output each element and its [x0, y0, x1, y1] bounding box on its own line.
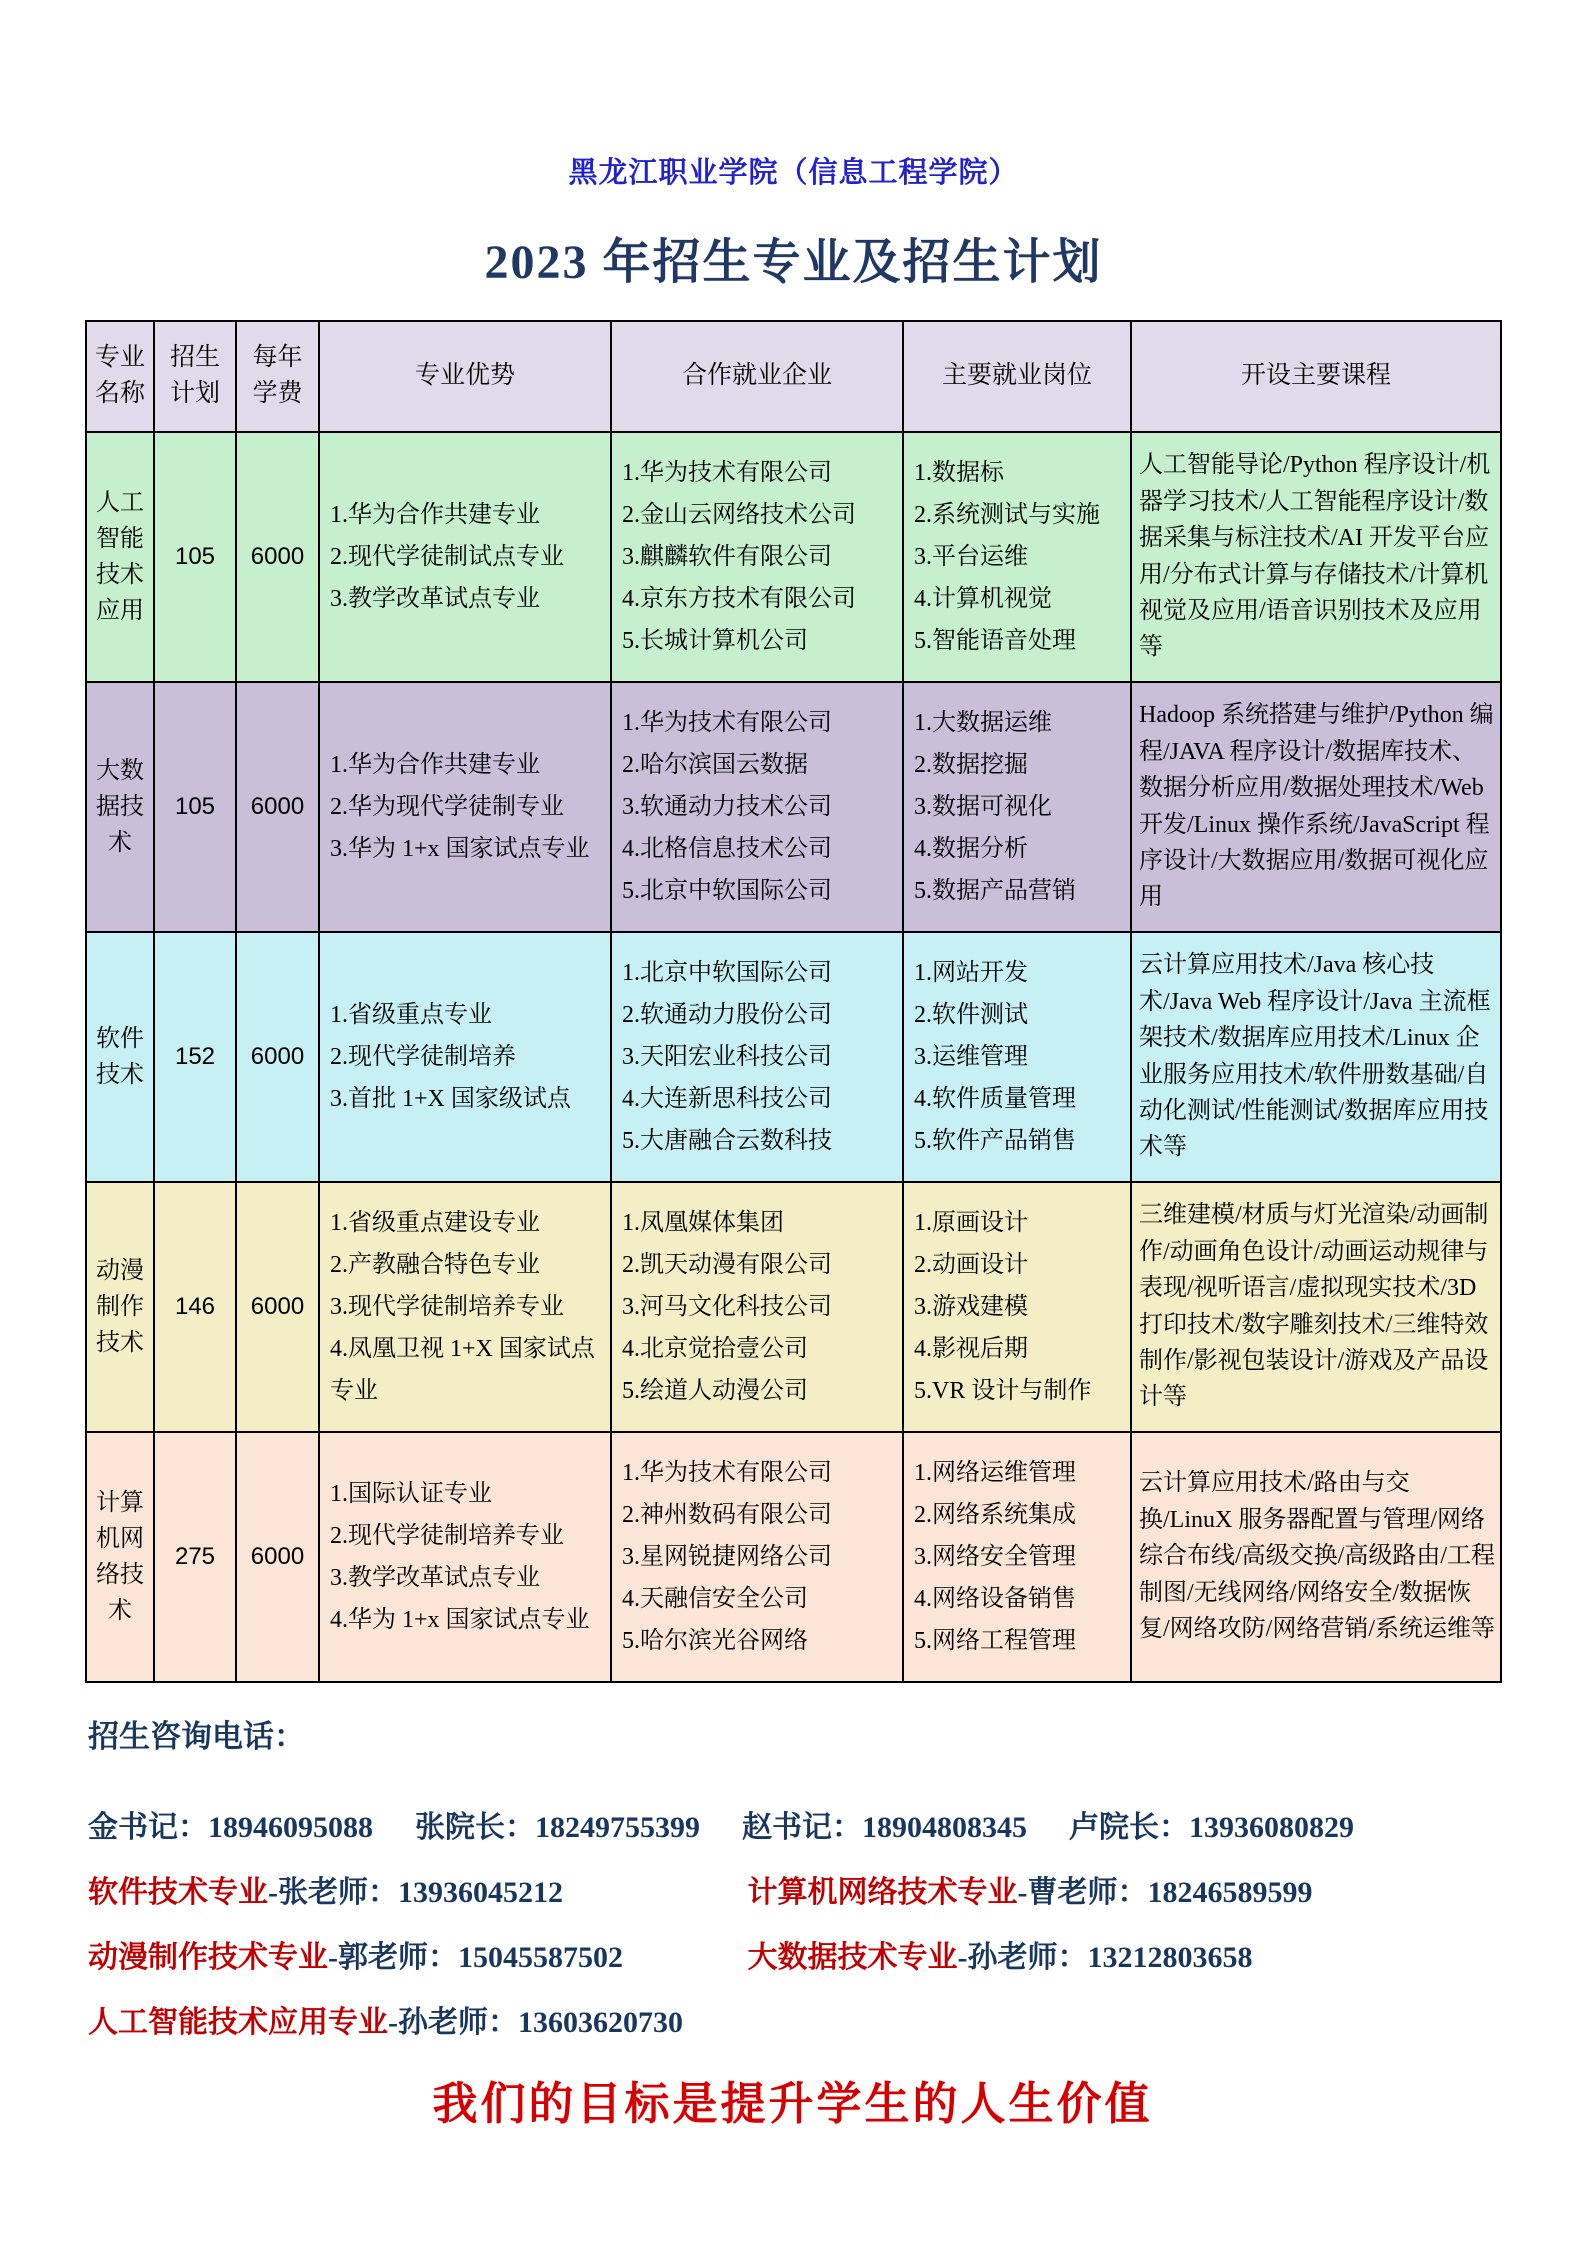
leader-contact — [742, 1802, 1027, 1846]
positions-item: 1.网络运维管理 — [914, 1459, 1076, 1486]
tuition-cell: 6000 — [236, 1432, 319, 1682]
advantages-item: 1.华为合作共建专业 — [330, 751, 540, 778]
major-name-cell: 动漫制作技术 — [86, 1182, 154, 1432]
positions-cell — [903, 1432, 1131, 1682]
column-header-companies: 合作就业企业 — [611, 321, 903, 432]
advantages-item: 1.省级重点建设专业 — [330, 1209, 540, 1236]
advantages-item: 3.华为 1+x 国家试点专业 — [330, 835, 590, 862]
companies-item: 1.凤凰媒体集团 — [622, 1209, 784, 1236]
courses-cell: Hadoop 系统搭建与维护/Python 编程/JAVA 程序设计/数据库技术、数据分析应用/数据处理技术/Web 开发/Linux 操作系统/JavaScript 程序设计/大数据应用/数据可视化应用 — [1131, 682, 1501, 932]
positions-item: 5.智能语音处理 — [914, 627, 1076, 654]
advantages-item: 3.教学改革试点专业 — [330, 1564, 540, 1591]
advantages-item: 3.首批 1+X 国家级试点 — [330, 1085, 571, 1112]
major-name-cell: 人工智能技术应用 — [86, 432, 154, 682]
courses-cell: 云计算应用技术/路由与交换/LinuX 服务器配置与管理/网络综合布线/高级交换/高级路由/工程制图/无线网络/网络安全/数据恢复/网络攻防/网络营销/系统运维等 — [1131, 1432, 1501, 1682]
plan-cell: 152 — [154, 932, 236, 1182]
advantages-item: 3.教学改革试点专业 — [330, 585, 540, 612]
positions-item: 3.运维管理 — [914, 1043, 1028, 1070]
leader-phone: 18946095088 — [208, 1810, 373, 1844]
plan-cell: 105 — [154, 682, 236, 932]
major-contact-line — [88, 1997, 1587, 2041]
courses-cell: 云计算应用技术/Java 核心技术/Java Web 程序设计/Java 主流框架技术/数据库应用技术/Linux 企业服务应用技术/软件册数基础/自动化测试/性能测试/数据库应用技术等 — [1131, 932, 1501, 1182]
advantages-item: 2.产教融合特色专业 — [330, 1251, 540, 1278]
companies-item: 4.天融信安全公司 — [622, 1585, 808, 1612]
positions-item: 5.网络工程管理 — [914, 1627, 1076, 1654]
companies-item: 5.大唐融合云数科技 — [622, 1127, 832, 1154]
positions-item: 2.动画设计 — [914, 1251, 1028, 1278]
major-contact — [88, 1932, 740, 1976]
positions-item: 4.网络设备销售 — [914, 1585, 1076, 1612]
leader-contact — [1069, 1802, 1354, 1846]
companies-item: 2.软通动力股份公司 — [622, 1001, 832, 1028]
advantages-item: 2.现代学徒制培养 — [330, 1043, 516, 1070]
leader-contact-line — [88, 1802, 1587, 1846]
companies-cell — [611, 1182, 903, 1432]
advantages-item: 3.现代学徒制培养专业 — [330, 1293, 564, 1320]
advantages-cell — [319, 1432, 611, 1682]
page-title: 2023 年招生专业及招生计划 — [484, 236, 1103, 289]
leader-name: 卢院长： — [1069, 1810, 1189, 1844]
companies-cell — [611, 432, 903, 682]
advantages-item: 2.现代学徒制试点专业 — [330, 543, 564, 570]
tuition-cell: 6000 — [236, 1182, 319, 1432]
major-name-cell: 软件技术 — [86, 932, 154, 1182]
teacher-phone: 13936045212 — [398, 1875, 563, 1909]
teacher-phone: 13212803658 — [1087, 1940, 1253, 1974]
major-contact-line — [88, 1867, 1587, 1911]
table-row — [86, 932, 1501, 1182]
leader-name: 赵书记： — [742, 1810, 862, 1844]
plan-cell: 146 — [154, 1182, 236, 1432]
plan-cell: 275 — [154, 1432, 236, 1682]
major-label: 计算机网络技术专业 — [747, 1875, 1018, 1909]
advantages-cell — [319, 682, 611, 932]
advantages-item: 2.现代学徒制培养专业 — [330, 1522, 564, 1549]
companies-item: 3.麒麟软件有限公司 — [622, 543, 832, 570]
major-contact-line — [88, 1932, 1587, 1976]
advantages-cell — [319, 1182, 611, 1432]
column-header-courses: 开设主要课程 — [1131, 321, 1501, 432]
positions-item: 2.网络系统集成 — [914, 1501, 1076, 1528]
table-body — [86, 432, 1501, 1682]
leader-name: 金书记： — [88, 1810, 208, 1844]
courses-cell: 三维建模/材质与灯光渲染/动画制作/动画角色设计/动画运动规律与表现/视听语言/虚拟现实技术/3D 打印技术/数字雕刻技术/三维特效制作/影视包装设计/游戏及产品设计等 — [1131, 1182, 1501, 1432]
table-row — [86, 1432, 1501, 1682]
positions-item: 2.软件测试 — [914, 1001, 1028, 1028]
column-header-tuition: 每年学费 — [236, 321, 319, 432]
table-row — [86, 432, 1501, 682]
advantages-item: 2.华为现代学徒制专业 — [330, 793, 564, 820]
companies-item: 3.星网锐捷网络公司 — [622, 1543, 832, 1570]
teacher-phone: 15045587502 — [458, 1940, 623, 1974]
positions-item: 3.数据可视化 — [914, 793, 1052, 820]
advantages-cell — [319, 932, 611, 1182]
positions-item: 2.数据挖掘 — [914, 751, 1028, 778]
companies-cell — [611, 1432, 903, 1682]
companies-item: 4.北格信息技术公司 — [622, 835, 832, 862]
advantages-item: 1.国际认证专业 — [330, 1480, 492, 1507]
advantages-cell — [319, 432, 611, 682]
companies-item: 4.京东方技术有限公司 — [622, 585, 856, 612]
companies-item: 5.哈尔滨光谷网络 — [622, 1627, 808, 1654]
positions-item: 5.VR 设计与制作 — [914, 1377, 1092, 1404]
major-label: 软件技术专业 — [88, 1875, 268, 1909]
companies-item: 5.绘道人动漫公司 — [622, 1377, 808, 1404]
positions-item: 1.数据标 — [914, 459, 1004, 486]
companies-item: 1.北京中软国际公司 — [622, 959, 832, 986]
teacher-phone: 18246589599 — [1147, 1875, 1313, 1909]
major-contact — [748, 1876, 1313, 1909]
positions-item: 2.系统测试与实施 — [914, 501, 1100, 528]
footer-contacts — [88, 1711, 1587, 2041]
companies-item: 1.华为技术有限公司 — [622, 709, 832, 736]
positions-item: 3.网络安全管理 — [914, 1543, 1076, 1570]
major-contact — [88, 1997, 740, 2041]
companies-item: 2.金山云网络技术公司 — [622, 501, 856, 528]
college-subtitle: 黑龙江职业学院（信息工程学院） — [568, 157, 1019, 189]
advantages-item: 1.华为合作共建专业 — [330, 501, 540, 528]
companies-item: 1.华为技术有限公司 — [622, 1459, 832, 1486]
teacher-label: -郭老师： — [328, 1940, 458, 1974]
companies-item: 2.凯天动漫有限公司 — [622, 1251, 832, 1278]
companies-item: 3.天阳宏业科技公司 — [622, 1043, 832, 1070]
tuition-cell: 6000 — [236, 432, 319, 682]
column-header-positions: 主要就业岗位 — [903, 321, 1131, 432]
positions-item: 1.大数据运维 — [914, 709, 1052, 736]
slogan-text: 我们的目标是提升学生的人生价值 — [432, 2078, 1153, 2129]
positions-item: 4.计算机视觉 — [914, 585, 1052, 612]
positions-item: 1.网站开发 — [914, 959, 1028, 986]
teacher-label: -张老师： — [268, 1875, 398, 1909]
teacher-label: -孙老师： — [388, 2005, 518, 2039]
positions-cell — [903, 682, 1131, 932]
column-header-advantages: 专业优势 — [319, 321, 611, 432]
column-header-major: 专业名称 — [86, 321, 154, 432]
major-label: 人工智能技术应用专业 — [88, 2005, 388, 2039]
header-row — [86, 321, 1501, 432]
enrollment-table — [85, 320, 1502, 1683]
tuition-cell: 6000 — [236, 682, 319, 932]
teacher-label: -孙老师： — [957, 1940, 1088, 1974]
consult-phone-heading: 招生咨询电话： — [88, 1718, 305, 1754]
positions-cell — [903, 932, 1131, 1182]
positions-item: 5.数据产品营销 — [914, 877, 1076, 904]
companies-item: 2.神州数码有限公司 — [622, 1501, 832, 1528]
table-header — [86, 321, 1501, 432]
table-row — [86, 1182, 1501, 1432]
tuition-cell: 6000 — [236, 932, 319, 1182]
positions-cell — [903, 432, 1131, 682]
companies-cell — [611, 932, 903, 1182]
leader-contact — [88, 1802, 373, 1846]
companies-item: 1.华为技术有限公司 — [622, 459, 832, 486]
teacher-label: -曹老师： — [1017, 1875, 1148, 1909]
positions-item: 4.软件质量管理 — [914, 1085, 1076, 1112]
companies-item: 4.大连新思科技公司 — [622, 1085, 832, 1112]
companies-item: 5.长城计算机公司 — [622, 627, 808, 654]
companies-item: 4.北京觉拾壹公司 — [622, 1335, 808, 1362]
leader-phone: 18249755399 — [535, 1810, 700, 1844]
table-row — [86, 682, 1501, 932]
plan-cell: 105 — [154, 432, 236, 682]
companies-item: 2.哈尔滨国云数据 — [622, 751, 808, 778]
major-label: 大数据技术专业 — [747, 1940, 958, 1974]
advantages-item: 1.省级重点专业 — [330, 1001, 492, 1028]
leader-name: 张院长： — [415, 1810, 535, 1844]
teacher-phone: 13603620730 — [518, 2005, 683, 2039]
major-contact — [88, 1867, 740, 1911]
positions-item: 1.原画设计 — [914, 1209, 1028, 1236]
major-name-cell: 大数据技术 — [86, 682, 154, 932]
positions-item: 4.影视后期 — [914, 1335, 1028, 1362]
leader-phone: 13936080829 — [1189, 1810, 1354, 1844]
leader-contact — [415, 1802, 700, 1846]
major-name-cell: 计算机网络技术 — [86, 1432, 154, 1682]
major-label: 动漫制作技术专业 — [88, 1940, 328, 1974]
positions-item: 5.软件产品销售 — [914, 1127, 1076, 1154]
major-contact — [748, 1941, 1253, 1974]
companies-item: 3.河马文化科技公司 — [622, 1293, 832, 1320]
companies-item: 5.北京中软国际公司 — [622, 877, 832, 904]
companies-item: 3.软通动力技术公司 — [622, 793, 832, 820]
advantages-item: 4.凤凰卫视 1+X 国家试点专业 — [330, 1335, 595, 1404]
column-header-plan: 招生计划 — [154, 321, 236, 432]
positions-item: 3.游戏建模 — [914, 1293, 1028, 1320]
leader-phone: 18904808345 — [862, 1810, 1027, 1844]
courses-cell: 人工智能导论/Python 程序设计/机器学习技术/人工智能程序设计/数据采集与标注技术/AI 开发平台应用/分布式计算与存储技术/计算机视觉及应用/语音识别技术及应用等 — [1131, 432, 1501, 682]
companies-cell — [611, 682, 903, 932]
positions-item: 3.平台运维 — [914, 543, 1028, 570]
positions-cell — [903, 1182, 1131, 1432]
positions-item: 4.数据分析 — [914, 835, 1028, 862]
advantages-item: 4.华为 1+x 国家试点专业 — [330, 1606, 590, 1633]
